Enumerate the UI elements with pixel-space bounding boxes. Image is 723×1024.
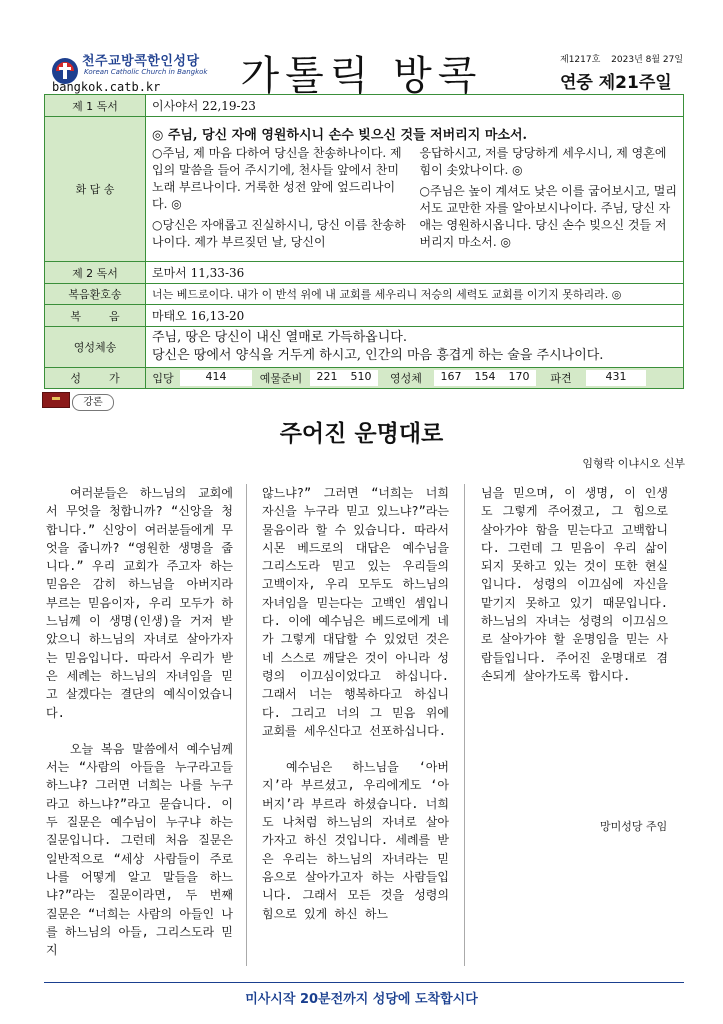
communion-label: 영성체송 (45, 327, 146, 368)
bulletin-title: 가톨릭 방콕 (240, 53, 483, 99)
communion-hymn: 167 (434, 370, 468, 386)
offertory-hymn: 221 (310, 370, 344, 386)
psalm-right-column (420, 145, 678, 255)
psalm-label: 화 답 송 (45, 117, 146, 262)
communion-hymn: 170 (502, 370, 536, 386)
issue-number: 제1217호 (560, 55, 601, 65)
offertory-hymn: 510 (344, 370, 378, 386)
hymn-row (45, 368, 684, 389)
second-reading-value: 로마서 11,33-36 (146, 262, 684, 284)
sermon-paragraph: 오늘 복음 말씀에서 예수님께서는 “사람의 아들을 누구라고들 하느냐? 그러면 너희는 나를 누구라고 하느냐?”라고 묻습니다. 이 두 질문은 예수님이 누구냐 하는 질문입니다. 그런데 처음 질문은 일반적으로 “세상 사람들이 주로 나를 어떻게 알고 말들을 하느냐?”라는 질문이라면, 두 번째 질문은 “너희는 사람의 아들인 나를 하느님의 아들, 그리스도라 믿지 (46, 741, 233, 958)
hymn-numbers (146, 370, 683, 386)
communion-row (45, 327, 684, 368)
sermon-paragraph: 예수님은 하느님을 ‘아버지’라 부르셨고, 우리에게도 ‘아버지’라 부르라 하셨습니다. 너희도 나처럼 하느님의 자녀로 살아가자고 하신 것입니다. 세례를 받은 우리는 하느님의 자녀라는 믿음으로 살아가고자 하는 사람들입니다. 그래서 모든 것을 성령의 힘으로 있게 하신 하느 (262, 760, 449, 921)
psalm-verse: ○당신은 자애롭고 진실하시니, 당신 이름 찬송하나이다. 제가 부르짖던 날, 당신이 (152, 217, 406, 249)
psalm-row (45, 117, 684, 262)
first-reading-label: 제 1 독서 (45, 95, 146, 117)
issue-date: 2023년 8월 27일 (611, 55, 684, 65)
communion-line: 주님, 땅은 당신이 내신 열매로 가득하옵니다. (152, 330, 407, 345)
psalm-response: ◎ 주님, 당신 자애 영원하시니 손수 빚으신 것들 저버리지 마소서. (152, 127, 528, 143)
dismissal-hymn: 431 (586, 370, 646, 386)
sermon-title: 주어진 운명대로 (279, 421, 444, 447)
liturgy-table (44, 94, 684, 389)
communion-line: 당신은 땅에서 양식을 거두게 하시고, 인간의 마음 흥겹게 하는 술을 주시나이다. (152, 348, 604, 363)
footer-notice: 미사시작 20분전까지 성당에 도착합시다 (245, 992, 478, 1007)
sermon-author: 임형락 이냐시오 신부 (582, 457, 685, 470)
church-url[interactable]: bangkok.catb.kr (52, 80, 161, 94)
dismissal-label: 파견 (536, 370, 586, 386)
sermon-column-1 (46, 484, 233, 977)
gospel-acclamation-row (45, 284, 684, 305)
church-name-ko: 천주교방콕한인성당 (82, 54, 200, 69)
entrance-hymn: 414 (180, 370, 252, 386)
sermon-paragraph: 여러분들은 하느님의 교회에서 무엇을 청합니까? “신앙을 청합니다.” 신앙이 여러분들에게 무엇을 줍니까? “영원한 생명을 줍니다.” 우리 교회가 주고자 하는 믿음은 감히 하느님을 아버지라 부르는 믿음이자, 우리 모두가 하느님께 이 생명(인생)을 거저 받았으니 하느님의 자녀로 살아가자는 믿음입니다. 따라서 우리가 받은 세례는 하느님의 자녀임을 믿고 살겠다는 결단의 예식이었습니다. (46, 486, 233, 720)
column-divider (246, 484, 247, 966)
first-reading-value: 이사야서 22,19-23 (146, 95, 684, 117)
psalm-verse: ○주님은 높이 계셔도 낮은 이를 굽어보시고, 멀리서도 교만한 자를 알아보시나이다. 주님, 당신 자애는 영원하시옵니다. 당신 손수 빚으신 것들 저버리지 마소서. ◎ (419, 183, 677, 249)
sermon-paragraph: 않느냐?” 그러면 “너희는 너희 자신을 누구라 믿고 있느냐?”라는 물음이라 할 수 있습니다. 따라서 시몬 베드로의 대답은 예수님을 그리스도라 믿고 있는 우리들의 고백이자, 우리 모두도 하느님의 자녀임을 믿는다는 고백인 셈입니다. 이에 예수님은 베드로에게 네가 그렇게 대답할 수 있었던 것은 네 스스로 깨달은 것이 아니라 성령의 이끄심이었다고 하십니다. 그래서 너는 행복하다고 하십니다. 그리고 너의 그 믿음 위에 교회를 세우신다고 선포하십니다. (262, 486, 449, 738)
gospel-acclamation-value: 너는 베드로이다. 내가 이 반석 위에 내 교회를 세우리니 저승의 세력도 교회를 이기지 못하리라. ◎ (146, 284, 684, 305)
psalm-verse: 응답하시고, 저를 당당하게 세우시니, 제 영혼에 힘이 솟았나이다. ◎ (419, 145, 667, 177)
psalm-left-column (152, 145, 410, 255)
gospel-acclamation-label: 복음환호송 (45, 284, 146, 305)
second-reading-row (45, 262, 684, 284)
gospel-row (45, 305, 684, 327)
footer-divider (44, 982, 684, 983)
first-reading-row (45, 95, 684, 117)
section-label: 강론 (72, 394, 114, 411)
communion-hymn: 154 (468, 370, 502, 386)
sermon-column-3 (481, 484, 668, 703)
liturgical-season: 연중 제21주일 (560, 73, 672, 93)
sermon-paragraph: 님을 믿으며, 이 생명, 이 인생도 그렇게 주어졌고, 그 힘으로 살아가야 함을 믿는다고 고백합니다. 그런데 그 믿음이 우리 삶이 되지 못하고 있는 것이 또한 현실입니다. 성령의 이끄심에 자신을 맡기지 못하고 있기 때문입니다. 하느님의 자녀는 성령의 이끄심으로 살아가야 할 운명임을 믿는 사람들입니다. 주어진 운명대로 겸손되게 살아가도록 합시다. (481, 486, 668, 683)
church-name-en: Korean Catholic Church in Bangkok (84, 68, 208, 76)
hymn-label: 성 가 (45, 368, 146, 389)
sermon-column-2 (262, 484, 449, 941)
gospel-label: 복 음 (45, 305, 146, 327)
bible-icon (42, 392, 70, 408)
psalm-verse: ○주님, 제 마음 다하여 당신을 찬송하나이다. 제 입의 말씀을 들어 주시기에, 천사들 앞에서 찬미 노래 부르나이다. 거룩한 성전 앞에 엎드리나이다. ◎ (152, 145, 402, 211)
offertory-label: 예물준비 (252, 370, 310, 386)
second-reading-label: 제 2 독서 (45, 262, 146, 284)
entrance-label: 입당 (146, 370, 180, 386)
column-divider (464, 484, 465, 966)
sermon-signature: 망미성당 주임 (600, 820, 668, 833)
issue-info (560, 52, 691, 65)
gospel-value: 마태오 16,13-20 (146, 305, 684, 327)
communion-hymn-label: 영성체 (378, 370, 434, 386)
